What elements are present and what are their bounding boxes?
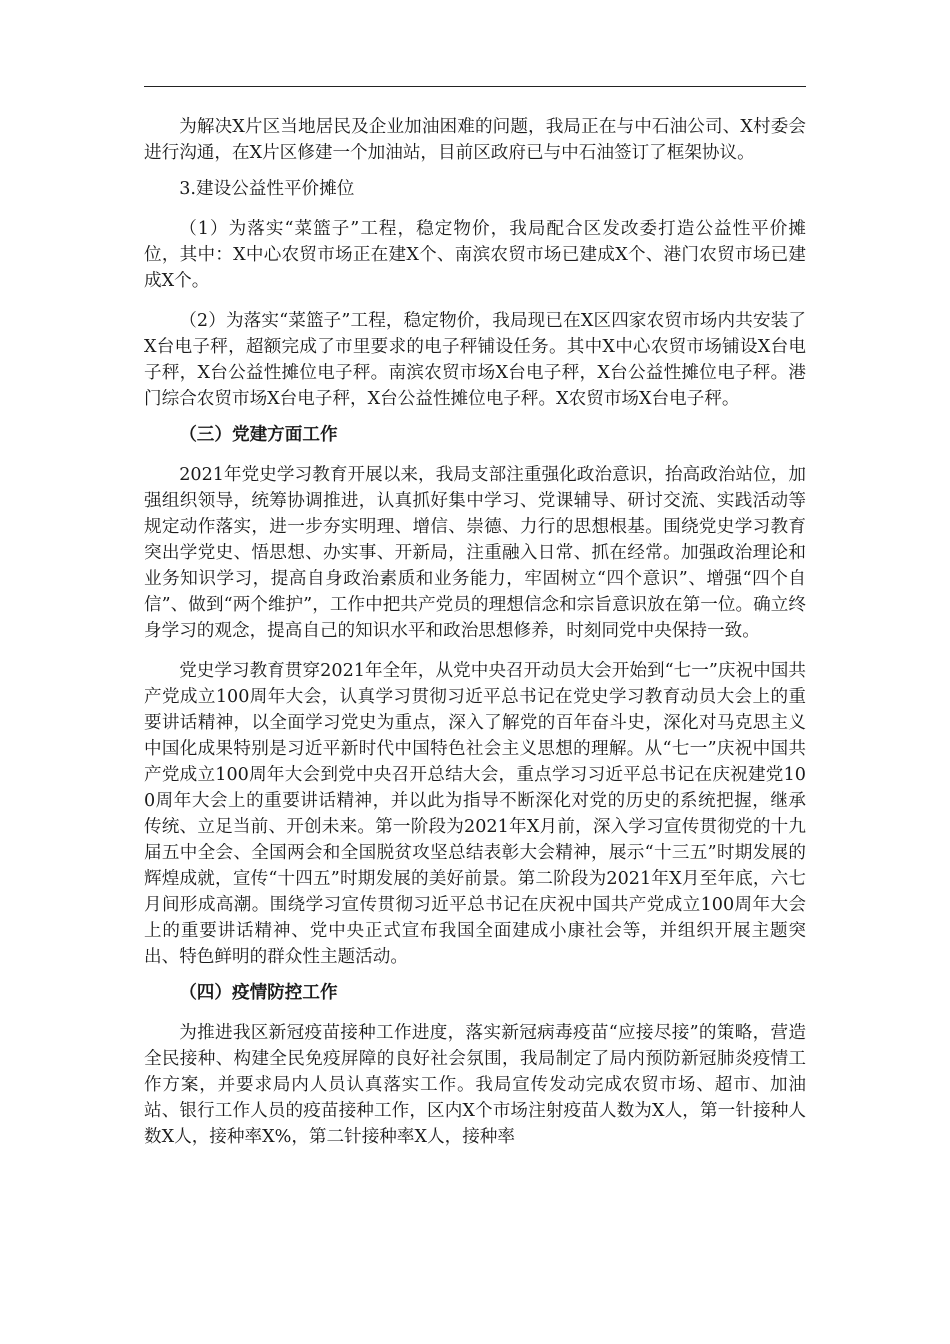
header-rule: [144, 86, 806, 87]
document-body: [144, 114, 806, 1150]
document-page: [144, 0, 806, 1344]
section-heading-epidemic: （四）疫情防控工作: [179, 982, 338, 1003]
paragraph-party-1: 2021年党史学习教育开展以来，我局支部注重强化政治意识，抬高政治站位，加强组织领导，统筹协调推进，认真抓好集中学习、党课辅导、研讨交流、实践活动等规定动作落实，进一步夯实明理、增信、崇德、力行的思想根基。围绕党史学习教育突出学党史、悟思想、办实事、开新局，注重融入日常、抓在经常。加强政治理论和业务知识学习，提高自身政治素质和业务能力，牢固树立“四个意识”、增强“四个自信”、做到“两个维护”，工作中把共产党员的理想信念和宗旨意识放在第一位。确立终身学习的观念，提高自己的知识水平和政治思想修养，时刻同党中央保持一致。: [144, 465, 806, 641]
paragraph-stalls-2: （2）为落实“菜篮子”工程，稳定物价，我局现已在X区四家农贸市场内共安装了X台电子秤，超额完成了市里要求的电子秤铺设任务。其中X中心农贸市场铺设X台电子秤，X台公益性摊位电子秤。南滨农贸市场X台电子秤，X台公益性摊位电子秤。港门综合农贸市场X台电子秤，X台公益性摊位电子秤。X农贸市场X台电子秤。: [144, 311, 806, 409]
paragraph-party-2: 党史学习教育贯穿2021年全年，从党中央召开动员大会开始到“七一”庆祝中国共产党成立100周年大会，认真学习贯彻习近平总书记在党史学习教育动员大会上的重要讲话精神，以全面学习党史为重点，深入了解党的百年奋斗史，深化对马克思主义中国化成果特别是习近平新时代中国特色社会主义思想的理解。从“七一”庆祝中国共产党成立100周年大会到党中央召开总结大会，重点学习习近平总书记在庆祝建党100周年大会上的重要讲话精神，并以此为指导不断深化对党的历史的系统把握，继承传统、立足当前、开创未来。第一阶段为2021年X月前，深入学习宣传贯彻党的十九届五中全会、全国两会和全国脱贫攻坚总结表彰大会精神，展示“十三五”时期发展的辉煌成就，宣传“十四五”时期发展的美好前景。第二阶段为2021年X月至年底，六七月间形成高潮。围绕学习宣传贯彻习近平总书记在庆祝中国共产党成立100周年大会上的重要讲话精神、党中央正式宣布我国全面建成小康社会等，并组织开展主题突出、特色鲜明的群众性主题活动。: [144, 661, 806, 967]
paragraph-stalls-1: （1）为落实“菜篮子”工程，稳定物价，我局配合区发改委打造公益性平价摊位，其中：X中心农贸市场正在建X个、南滨农贸市场已建成X个、港门农贸市场已建成X个。: [144, 219, 806, 291]
subheading-public-stalls: 3.建设公益性平价摊位: [179, 179, 355, 199]
paragraph-gas-station: 为解决X片区当地居民及企业加油困难的问题，我局正在与中石油公司、X村委会进行沟通，在X片区修建一个加油站，目前区政府已与中石油签订了框架协议。: [144, 117, 806, 163]
paragraph-epidemic: 为推进我区新冠疫苗接种工作进度，落实新冠病毒疫苗“应接尽接”的策略，营造全民接种、构建全民免疫屏障的良好社会氛围，我局制定了局内预防新冠肺炎疫情工作方案，并要求局内人员认真落实工作。我局宣传发动完成农贸市场、超市、加油站、银行工作人员的疫苗接种工作，区内X个市场注射疫苗人数为X人，第一针接种人数X人，接种率X%，第二针接种率X人，接种率: [144, 1023, 806, 1147]
section-heading-party-building: （三）党建方面工作: [179, 424, 338, 445]
